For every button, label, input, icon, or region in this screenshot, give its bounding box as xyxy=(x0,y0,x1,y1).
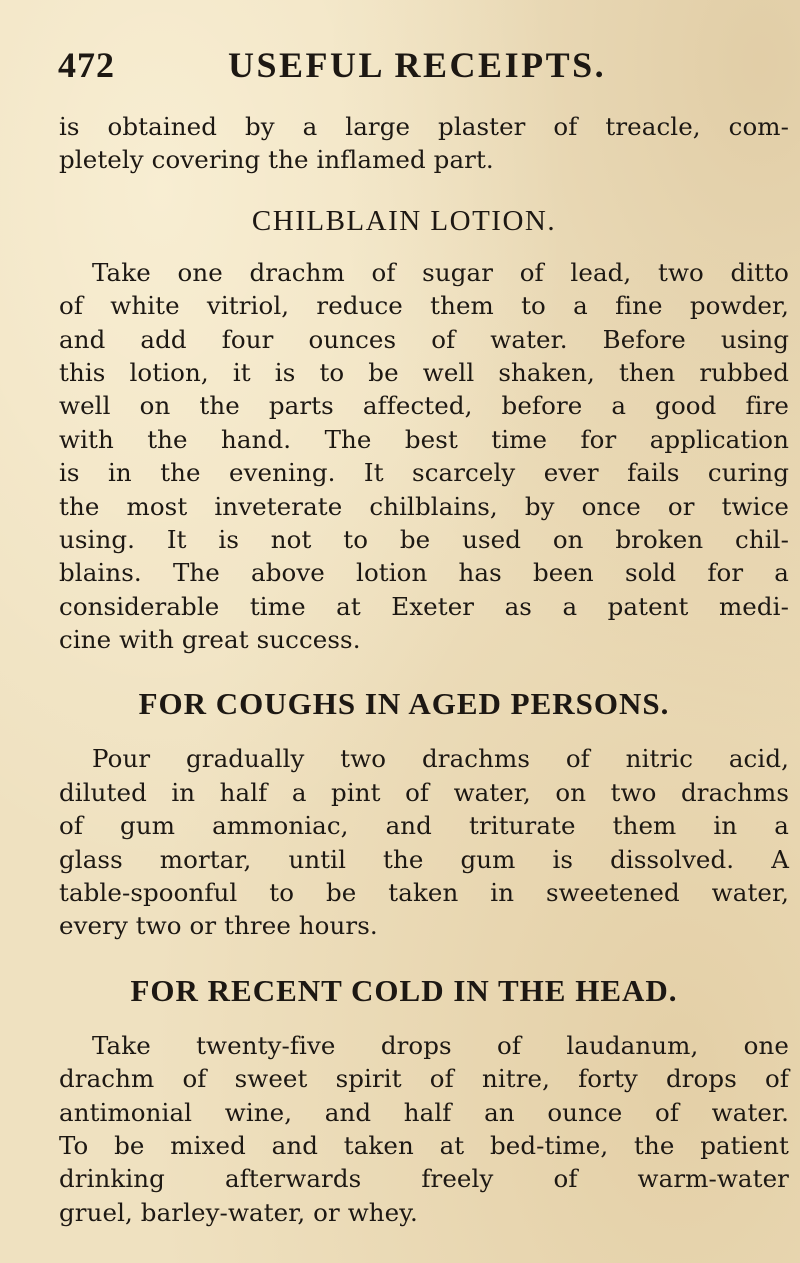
section-heading: CHILBLAIN LOTION. xyxy=(251,204,557,237)
running-head xyxy=(58,44,618,90)
text-line: blains. The above lotion has been sold for a xyxy=(59,558,789,588)
text-line: is in the evening. It scarcely ever fails curing xyxy=(59,458,789,488)
text-line: and add four ounces of water. Before using xyxy=(59,324,789,354)
text-line: gruel, barley-water, or whey. xyxy=(59,1197,418,1227)
section-heading: FOR RECENT COLD IN THE HEAD. xyxy=(130,972,678,1008)
section-recent-cold-head xyxy=(59,973,789,1229)
text-line: using. It is not to be used on broken chil- xyxy=(59,524,789,554)
section-coughs-aged-persons xyxy=(59,686,789,942)
body-text xyxy=(59,110,789,1229)
text-line: drachm of sweet spirit of nitre, forty drops of xyxy=(59,1064,789,1094)
text-line: is obtained by a large plaster of treacle, com- xyxy=(59,112,789,141)
running-title: USEFUL RECEIPTS. xyxy=(228,45,607,85)
text-line: cine with great success. xyxy=(59,625,361,655)
text-line: diluted in half a pint of water, on two drachms xyxy=(59,777,789,807)
text-line: the most inveterate chilblains, by once or twice xyxy=(59,491,789,521)
text-line: Pour gradually two drachms of nitric acid, xyxy=(92,744,789,774)
text-line: Take one drachm of sugar of lead, two ditto xyxy=(92,257,789,287)
text-line: pletely covering the inflamed part. xyxy=(59,145,494,175)
text-line: well on the parts affected, before a good fire xyxy=(59,391,789,421)
text-line: antimonial wine, and half an ounce of water. xyxy=(59,1097,789,1127)
page-number: 472 xyxy=(58,45,115,85)
text-line: with the hand. The best time for application xyxy=(59,424,789,454)
text-line: every two or three hours. xyxy=(59,911,378,941)
text-line: Take twenty-five drops of laudanum, one xyxy=(92,1030,789,1060)
section-heading: FOR COUGHS IN AGED PERSONS. xyxy=(138,686,670,722)
continuation-paragraph xyxy=(59,110,789,177)
text-line: this lotion, it is to be well shaken, then rubbed xyxy=(59,357,789,387)
text-line: drinking afterwards freely of warm-water xyxy=(59,1164,789,1194)
text-line: table-spoonful to be taken in sweetened water, xyxy=(59,878,789,908)
text-line: To be mixed and taken at bed-time, the patient xyxy=(59,1130,789,1160)
text-line: considerable time at Exeter as a patent medi- xyxy=(59,591,789,621)
section-chilblain-lotion xyxy=(59,205,789,657)
text-line: of gum ammoniac, and triturate them in a xyxy=(59,811,789,841)
text-line: glass mortar, until the gum is dissolved. A xyxy=(59,844,789,874)
text-line: of white vitriol, reduce them to a fine powder, xyxy=(59,291,789,321)
